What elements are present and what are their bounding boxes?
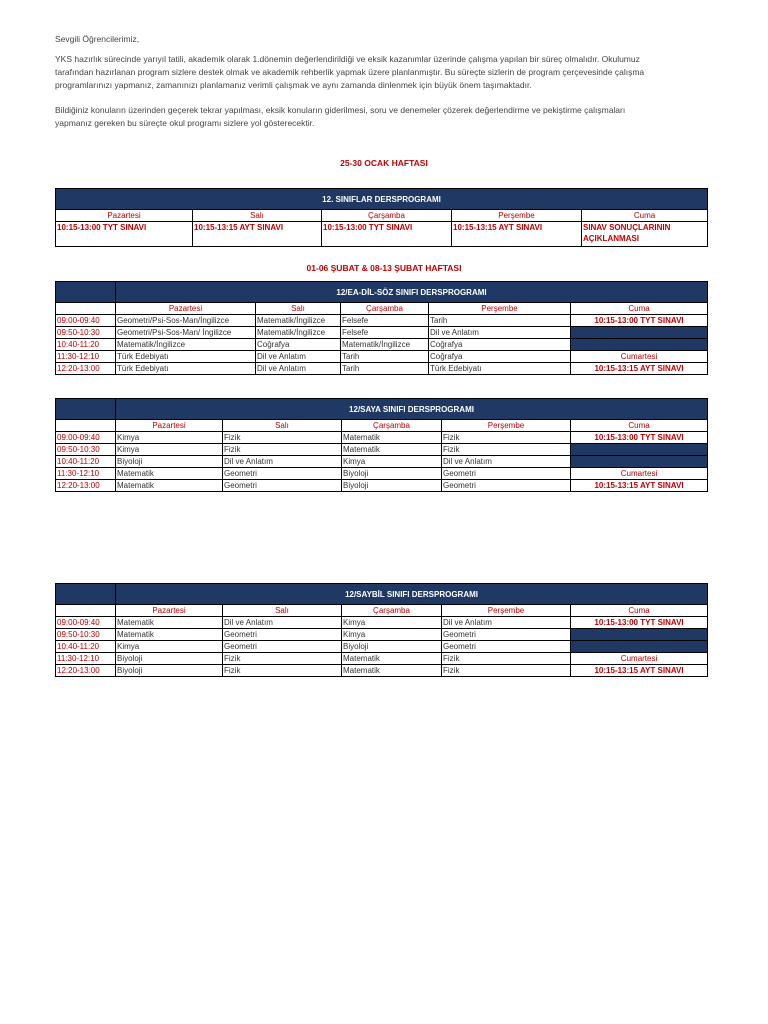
lesson-cell: Kimya (342, 617, 442, 629)
table-row (56, 432, 708, 444)
day-header: Salı (223, 420, 342, 432)
saybil-day-header-row (56, 605, 708, 617)
lesson-cell: Fizik (442, 665, 571, 677)
saya-schedule-table (55, 398, 708, 492)
lesson-cell: Kimya (342, 629, 442, 641)
lesson-cell: Geometri/Psi-Sos-Man/ İngilizce (116, 327, 256, 339)
day-header: Perşembe (452, 210, 582, 222)
lesson-cell: Matematik (342, 432, 442, 444)
day-header: Perşembe (442, 420, 571, 432)
table-row (56, 641, 708, 653)
table-row (56, 444, 708, 456)
table-corner (56, 584, 116, 605)
time-cell: 12:20-13:00 (56, 363, 116, 375)
day-header: Çarşamba (342, 605, 442, 617)
day-header: Cuma (571, 605, 708, 617)
lesson-cell: Dil ve Anlatım (442, 617, 571, 629)
time-cell: 09:50-10:30 (56, 444, 116, 456)
lesson-cell: Tarih (341, 363, 429, 375)
day-header: Pazartesi (116, 303, 256, 315)
table-row (56, 653, 708, 665)
blank-cell (571, 629, 708, 641)
time-cell: 10:40-11:20 (56, 456, 116, 468)
saturday-header: Cumartesi (571, 351, 708, 363)
time-cell: 11:30-12:10 (56, 653, 116, 665)
lesson-cell: Geometri (223, 641, 342, 653)
lesson-cell: Matematik (342, 665, 442, 677)
lesson-cell: Fizik (223, 444, 342, 456)
lesson-cell: Fizik (223, 653, 342, 665)
blank-cell (571, 339, 708, 351)
lesson-cell: Fizik (442, 444, 571, 456)
time-cell: 10:40-11:20 (56, 339, 116, 351)
day-header: Salı (256, 303, 341, 315)
ea-day-header-row (56, 303, 708, 315)
table-row (56, 363, 708, 375)
day-header: Cuma (571, 303, 708, 315)
week1-day-header-row (56, 210, 708, 222)
ea-table-title: 12/EA-DİL-SÖZ SINIFI DERSPROGRAMI (116, 282, 708, 303)
ea-schedule-table (55, 281, 708, 375)
ayt-exam-cell: 10:15-13:15 AYT SINAVI (571, 363, 708, 375)
table-corner (56, 399, 116, 420)
lesson-cell: Geometri (223, 480, 342, 492)
results-announcement-line-1: SINAV SONUÇLARININ (583, 223, 671, 232)
lesson-cell: Dil ve Anlatım (223, 617, 342, 629)
empty-header-cell (56, 420, 116, 432)
blank-cell (571, 641, 708, 653)
lesson-cell: Coğrafya (429, 351, 571, 363)
day-header: Cuma (582, 210, 708, 222)
day-header: Cuma (571, 420, 708, 432)
table-row (56, 351, 708, 363)
blank-cell (571, 444, 708, 456)
saybil-table-title: 12/SAYBİL SINIFI DERSPROGRAMI (116, 584, 708, 605)
exam-cell: 10:15-13:00 TYT SINAVI (56, 222, 193, 247)
lesson-cell: Fizik (442, 432, 571, 444)
saturday-header: Cumartesi (571, 653, 708, 665)
saya-day-header-row (56, 420, 708, 432)
intro-paragraph-1-line-3: programlarınızı yapmanız, zamanınızı planlamanız verimli çalışmak ve aynı zamanda dinlenmek için büyük önem taşımaktadır. (55, 80, 532, 90)
lesson-cell: Matematik (342, 653, 442, 665)
lesson-cell: Biyoloji (116, 653, 223, 665)
lesson-cell: Coğrafya (429, 339, 571, 351)
lesson-cell: Matematik/İngilizce (256, 315, 341, 327)
results-announcement-cell (582, 222, 708, 247)
week1-exam-row (56, 222, 708, 247)
day-header: Perşembe (442, 605, 571, 617)
day-header: Çarşamba (322, 210, 452, 222)
blank-cell (571, 327, 708, 339)
table-row (56, 468, 708, 480)
lesson-cell: Biyoloji (342, 480, 442, 492)
intro-paragraph-2-line-2: yapmanız gereken bu süreçte okul programı sizlere yol gösterecektir. (55, 118, 315, 128)
lesson-cell: Fizik (223, 432, 342, 444)
day-header: Salı (193, 210, 322, 222)
tyt-exam-cell: 10:15-13:00 TYT SINAVI (571, 315, 708, 327)
lesson-cell: Biyoloji (342, 641, 442, 653)
lesson-cell: Dil ve Anlatım (429, 327, 571, 339)
lesson-cell: Dil ve Anlatım (256, 351, 341, 363)
lesson-cell: Dil ve Anlatım (442, 456, 571, 468)
lesson-cell: Fizik (442, 653, 571, 665)
empty-header-cell (56, 605, 116, 617)
week1-heading: 25-30 OCAK HAFTASI (340, 158, 428, 168)
lesson-cell: Matematik (116, 617, 223, 629)
lesson-cell: Dil ve Anlatım (223, 456, 342, 468)
lesson-cell: Türk Edebiyatı (116, 351, 256, 363)
day-header: Salı (223, 605, 342, 617)
exam-cell: 10:15-13:00 TYT SINAVI (322, 222, 452, 247)
lesson-cell: Biyoloji (116, 456, 223, 468)
table-corner (56, 282, 116, 303)
table-row (56, 629, 708, 641)
exam-cell: 10:15-13:15 AYT SINAVI (193, 222, 322, 247)
tyt-exam-cell: 10:15-13:00 TYT SINAVI (571, 617, 708, 629)
lesson-cell: Felsefe (341, 327, 429, 339)
day-header: Perşembe (429, 303, 571, 315)
table-row (56, 339, 708, 351)
lesson-cell: Matematik (116, 480, 223, 492)
time-cell: 09:00-09:40 (56, 432, 116, 444)
table-row (56, 327, 708, 339)
blank-cell (571, 456, 708, 468)
lesson-cell: Kimya (116, 432, 223, 444)
table-row (56, 315, 708, 327)
lesson-cell: Matematik (116, 629, 223, 641)
lesson-cell: Matematik (342, 444, 442, 456)
lesson-cell: Matematik/İngilizce (116, 339, 256, 351)
table-row (56, 480, 708, 492)
lesson-cell: Biyoloji (342, 468, 442, 480)
week1-table-title: 12. SINIFLAR DERSPROGRAMI (56, 189, 708, 210)
tyt-exam-cell: 10:15-13:00 TYT SINAVI (571, 432, 708, 444)
saybil-schedule-table (55, 583, 708, 677)
table-row (56, 617, 708, 629)
lesson-cell: Geometri (223, 629, 342, 641)
lesson-cell: Dil ve Anlatım (256, 363, 341, 375)
time-cell: 12:20-13:00 (56, 480, 116, 492)
lesson-cell: Geometri (442, 468, 571, 480)
lesson-cell: Biyoloji (116, 665, 223, 677)
day-header: Pazartesi (56, 210, 193, 222)
lesson-cell: Kimya (116, 641, 223, 653)
week2-heading: 01-06 ŞUBAT & 08-13 ŞUBAT HAFTASI (306, 263, 462, 273)
lesson-cell: Kimya (116, 444, 223, 456)
intro-paragraph-2-line-1: Bildiğiniz konuların üzerinden geçerek tekrar yapılması, eksik konuların giderilmesi, soru ve denemeler çözerek değerlendirme ve pekiştirme çalışmaları (55, 105, 626, 115)
time-cell: 09:00-09:40 (56, 315, 116, 327)
lesson-cell: Tarih (341, 351, 429, 363)
lesson-cell: Geometri (442, 629, 571, 641)
table-row (56, 665, 708, 677)
day-header: Çarşamba (341, 303, 429, 315)
saturday-header: Cumartesi (571, 468, 708, 480)
day-header: Çarşamba (342, 420, 442, 432)
lesson-cell: Fizik (223, 665, 342, 677)
day-header: Pazartesi (116, 420, 223, 432)
time-cell: 09:00-09:40 (56, 617, 116, 629)
lesson-cell: Geometri (442, 641, 571, 653)
lesson-cell: Türk Edebiyatı (116, 363, 256, 375)
lesson-cell: Türk Edebiyatı (429, 363, 571, 375)
time-cell: 10:40-11:20 (56, 641, 116, 653)
intro-paragraph-1-line-2: tarafından hazırlanan program sizlere destek olmak ve akademik rehberlik yapmak üzere planlanmıştır. Bu süreçte sizlerin de program çerçevesinde çalışma (55, 67, 645, 77)
lesson-cell: Felsefe (341, 315, 429, 327)
time-cell: 11:30-12:10 (56, 468, 116, 480)
intro-paragraph-1-line-1: YKS hazırlık sürecinde yarıyıl tatili, akademik olarak 1.dönemin değerlendirildiği ve eksik kazanımlar üzerinde çalışma yapılan bir süreç olmalıdır. Okulumuz (55, 54, 640, 64)
day-header: Pazartesi (116, 605, 223, 617)
lesson-cell: Matematik/İngilizce (341, 339, 429, 351)
lesson-cell: Kimya (342, 456, 442, 468)
ayt-exam-cell: 10:15-13:15 AYT SINAVI (571, 480, 708, 492)
lesson-cell: Geometri (223, 468, 342, 480)
empty-header-cell (56, 303, 116, 315)
ayt-exam-cell: 10:15-13:15 AYT SINAVI (571, 665, 708, 677)
lesson-cell: Matematik (116, 468, 223, 480)
results-announcement-line-2: AÇIKLANMASI (583, 234, 639, 243)
lesson-cell: Tarih (429, 315, 571, 327)
saya-table-title: 12/SAYA SINIFI DERSPROGRAMI (116, 399, 708, 420)
time-cell: 09:50-10:30 (56, 629, 116, 641)
time-cell: 09:50-10:30 (56, 327, 116, 339)
week1-schedule-table (55, 188, 708, 247)
time-cell: 12:20-13:00 (56, 665, 116, 677)
lesson-cell: Matematik/İngilizce (256, 327, 341, 339)
lesson-cell: Geometri (442, 480, 571, 492)
lesson-cell: Coğrafya (256, 339, 341, 351)
table-row (56, 456, 708, 468)
lesson-cell: Geometri/Psi-Sos-Man/İngilizce (116, 315, 256, 327)
time-cell: 11:30-12:10 (56, 351, 116, 363)
exam-cell: 10:15-13:15 AYT SINAVI (452, 222, 582, 247)
greeting: Sevgili Öğrencilerimiz, (55, 34, 140, 44)
